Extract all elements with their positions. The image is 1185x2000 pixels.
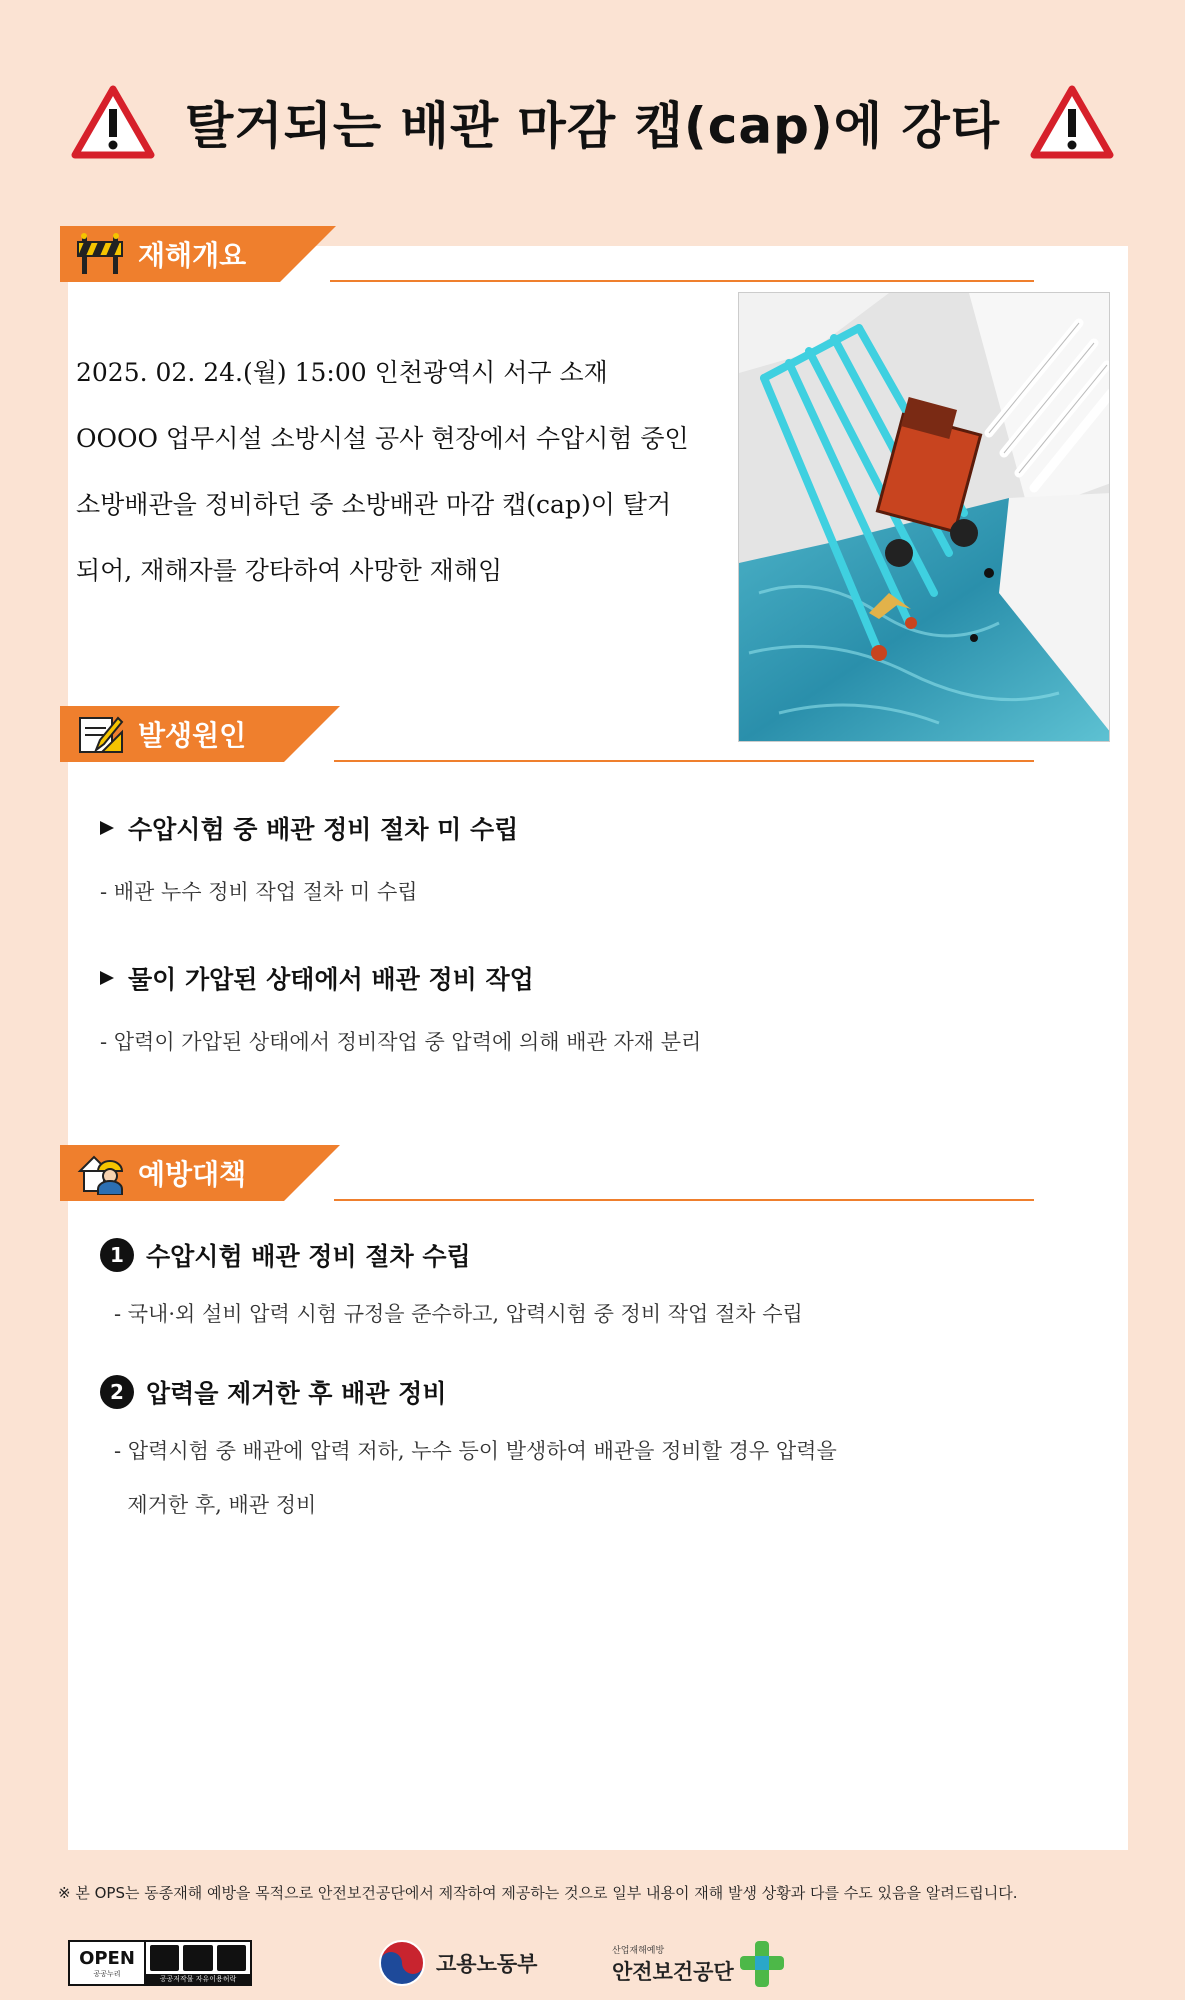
disclaimer-footnote: ※ 본 OPS는 동종재해 예방을 목적으로 안전보건공단에서 제작하여 제공하는 것으로 일부 내용이 재해 발생 상황과 다를 수도 있음을 알려드립니다. (58, 1884, 1018, 1902)
cause-detail: - 압력이 가압된 상태에서 정비작업 중 압력에 의해 배관 자재 분리 (100, 1030, 702, 1054)
green-cross-icon (740, 1939, 784, 1989)
section-rule (334, 760, 1034, 762)
attribution-icon (150, 1945, 179, 1971)
section-tab (60, 1145, 284, 1201)
barricade-icon (76, 232, 124, 276)
open-license-badge (68, 1940, 252, 1986)
tab-tail (284, 706, 340, 762)
section-tab (60, 706, 284, 762)
section-header-cause (60, 706, 1034, 762)
cause-heading: 물이 가압된 상태에서 배관 정비 작업 (128, 965, 534, 994)
cause-detail: - 배관 누수 정비 작업 절차 미 수립 (100, 880, 418, 904)
open-license-caption: 공공저작물 자유이용허락 (146, 1974, 250, 1984)
open-logo-text: OPEN (79, 1947, 135, 1969)
section-header-prevention (60, 1145, 1034, 1201)
section-title: 재해개요 (138, 239, 247, 272)
document-pencil-icon (76, 712, 124, 756)
warning-icon (71, 85, 155, 159)
kosha-tagline: 산업재해예방 (612, 1945, 665, 1956)
kosha-name: 안전보건공단 (612, 1959, 734, 1984)
commercial-icon (183, 1945, 212, 1971)
prevention-heading: 압력을 제거한 후 배관 정비 (146, 1379, 447, 1408)
warning-icon (1030, 85, 1114, 159)
accident-scene-illustration (738, 292, 1110, 742)
prevention-detail: 제거한 후, 배관 정비 (114, 1493, 317, 1517)
prevention-item (100, 1237, 1000, 1341)
worker-icon (76, 1151, 124, 1195)
overview-text (76, 340, 736, 604)
section-rule (330, 280, 1034, 282)
prevention-detail: - 압력시험 중 배관에 압력 저하, 누수 등이 발생하여 배관을 정비할 경우 압력을 (114, 1439, 837, 1463)
tab-tail (280, 226, 336, 282)
prevention-item (100, 1374, 1000, 1532)
section-rule (334, 1199, 1034, 1201)
cause-item (100, 810, 1000, 906)
triangle-bullet-icon (100, 971, 114, 985)
section-tab (60, 226, 280, 282)
cause-item (100, 960, 1000, 1056)
section-header-overview (60, 226, 1034, 282)
prevention-detail: - 국내·외 설비 압력 시험 규정을 준수하고, 압력시험 중 정비 작업 절차 수립 (114, 1302, 803, 1326)
open-logo-sub: 공공누리 (93, 1969, 121, 1978)
overview-line: 되어, 재해자를 강타하여 사망한 재해임 (76, 556, 503, 585)
moel-name: 고용노동부 (436, 1952, 538, 1976)
section-title: 발생원인 (138, 719, 247, 752)
triangle-bullet-icon (100, 821, 114, 835)
moel-logo (378, 1938, 537, 1988)
overview-line: OOOO 업무시설 소방시설 공사 현장에서 수압시험 중인 (76, 424, 689, 453)
title-bar (0, 72, 1185, 172)
cause-heading: 수압시험 중 배관 정비 절차 미 수립 (128, 815, 519, 844)
overview-line: 소방배관을 정비하던 중 소방배관 마감 캡(cap)이 탈거 (76, 490, 672, 519)
footer-logos (0, 1936, 1185, 1992)
no-derivative-icon (217, 1945, 246, 1971)
prevention-heading: 수압시험 배관 정비 절차 수립 (146, 1242, 471, 1271)
section-title: 예방대책 (138, 1158, 247, 1191)
tab-tail (284, 1145, 340, 1201)
number-badge-icon: 1 (100, 1238, 134, 1272)
overview-line: 2025. 02. 24.(월) 15:00 인천광역시 서구 소재 (76, 358, 608, 387)
page-title: 탈거되는 배관 마감 캡(cap)에 강타 (184, 97, 1001, 155)
kosha-logo (612, 1936, 784, 1992)
taegeuk-icon (378, 1939, 426, 1987)
number-badge-icon: 2 (100, 1375, 134, 1409)
